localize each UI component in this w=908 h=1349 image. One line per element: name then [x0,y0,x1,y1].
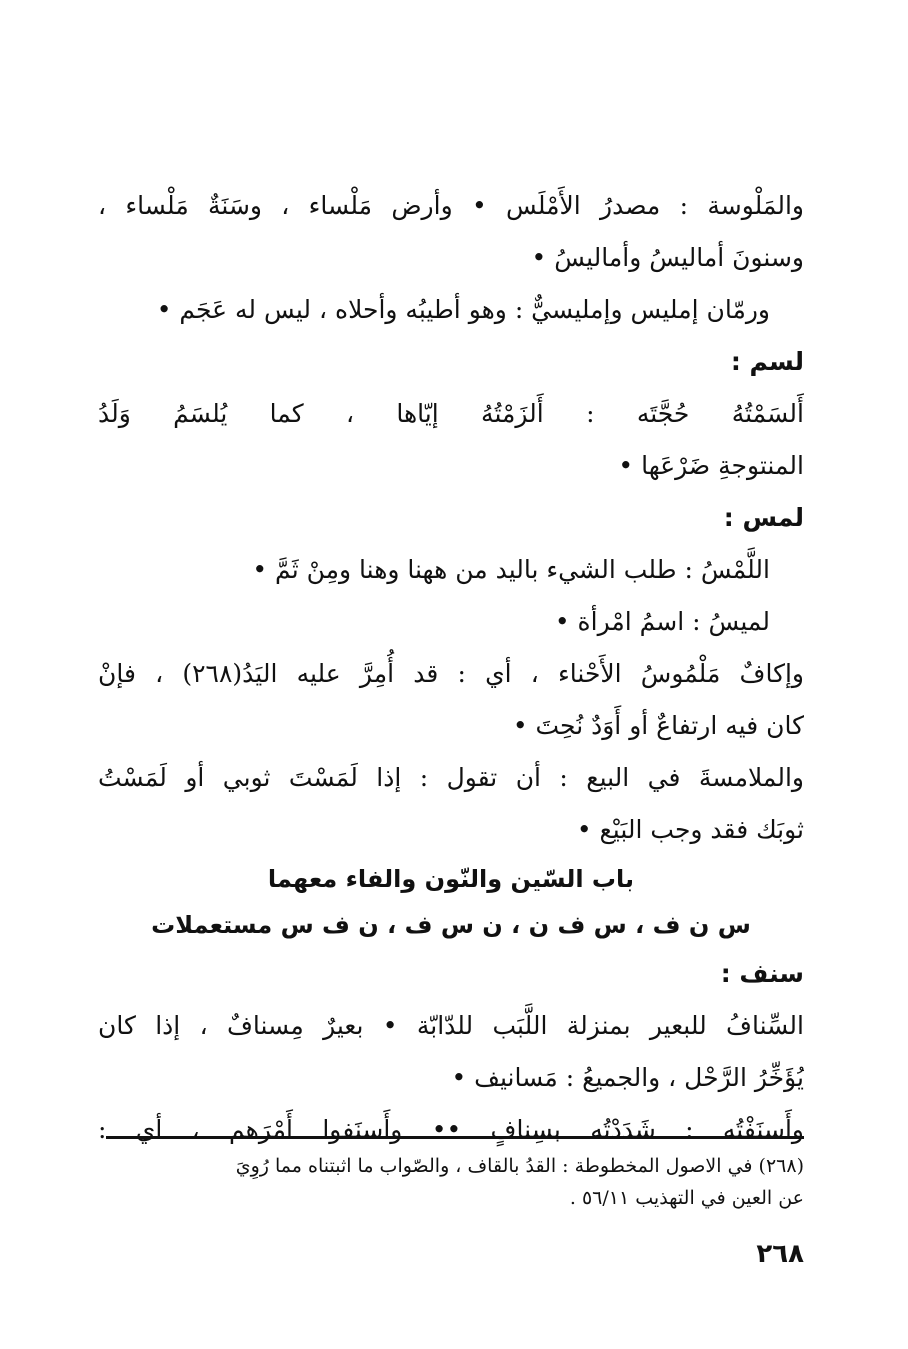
text-line: وأَسنَفْتُه : شَدَدْتُه بسِنافٍ •• وأَسنَفوا أَمْرَهم ، أي : [98,1115,804,1144]
text-line: وإكافٌ مَلْمُوسُ الأَحْناء ، أي : قد أُمِرَّ عليه اليَدُ(٢٦٨) ، فإنْ [98,659,804,688]
main-text [98,180,804,1156]
entry-heading: لمس : [723,503,804,532]
text-line: السِّنافُ للبعير بمنزلة اللَّبَب للدّابّة • بعيرٌ مِسنافٌ ، إذا كان [98,1011,804,1040]
text-line: ورمّان إمليس وإمليسيٌّ : وهو أطيبُه وأحلاه ، ليس له عَجَم • [156,295,770,324]
text-line: وسنونَ أماليسُ وأماليسُ • [531,243,804,272]
text-line: أَلسَمْتُهُ حُجَّتَه : أَلزَمْتُهُ إيّاها ، كما يُلسَمُ وَلَدُ [98,399,804,428]
footnote-line: (٢٦٨) في الاصول المخطوطة : القدُ بالقاف ، والصّواب ما اثبتناه مما رُوِيَ [235,1155,804,1177]
footnote [98,1150,804,1214]
text-line: المنتوجةِ ضَرْعَها • [618,451,804,480]
text-line: اللَّمْسُ : طلب الشيء باليد من ههنا وهنا ومِنْ ثَمَّ • [252,555,770,584]
chapter-title: باب السّين والنّون والفاء معهما [267,865,635,893]
chapter-subtitle: س ن ف ، س ف ن ، ن س ف ، ن ف س مستعملات [151,911,751,939]
page-number: ٢٦٨ [756,1239,804,1269]
text-line: والمَلْوسة : مصدرُ الأَمْلَس • وأرض مَلْساء ، وسَنَةٌ مَلْساء ، [98,191,804,220]
text-line: والملامسةَ في البيع : أن تقول : إذا لَمَسْتَ ثوبي أو لَمَسْتُ [98,763,804,792]
text-line: يُؤَخِّرُ الرَّحْل ، والجميعُ : مَسانيف • [451,1063,804,1092]
footnote-divider [106,1136,804,1139]
text-line: كان فيه ارتفاعٌ أو أَوَدٌ نُحِتَ • [512,711,804,740]
footnote-line: عن العين في التهذيب ٥٦/١١ . [569,1187,804,1209]
entry-heading: لسم : [730,347,804,376]
text-line: ثوبَك فقد وجب البَيْع • [576,815,804,844]
entry-heading: سنف : [720,959,804,988]
text-line: لميسُ : اسمُ امْرأة • [554,607,770,636]
